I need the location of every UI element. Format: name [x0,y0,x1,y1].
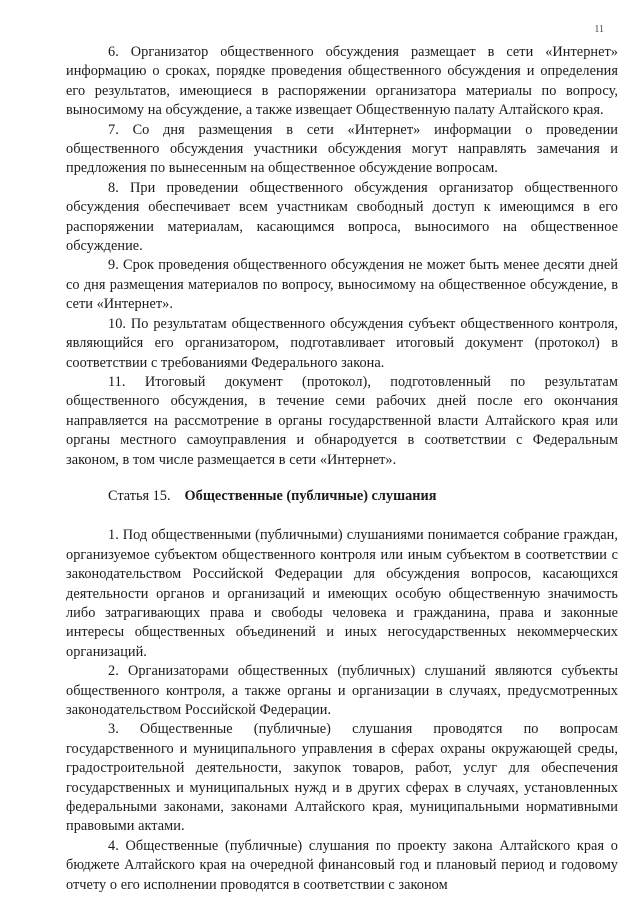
paragraph-11: 11. Итоговый документ (протокол), подготовленный по результатам общественного обсуждения, в течение семи рабочих дней после его окончания направляется на рассмотрение в органы государственной власти Алтайского края или органы местного самоуправления и обнародуется в соответствии с Федеральным законом, в том числе размещается в сети «Интернет». [66,373,618,468]
paragraph-10: 10. По результатам общественного обсуждения субъект общественного контроля, являющийся его организатором, подготавливает итоговый документ (протокол) в соответствии с требованиями Федерального закона. [66,315,618,371]
article-number: Статья 15. [108,487,171,504]
article-paragraph-2: 2. Организаторами общественных (публичных) слушаний являются субъекты общественного контроля, а также органы и организации в случаях, предусмотренных законодательством Российской Федерации. [66,663,618,718]
paragraph-9: 9. Срок проведения общественного обсуждения не может быть менее десяти дней со дня размещения материалов по вопросу, выносимому на общественное обсуждение, в сети «Интернет». [66,257,618,313]
article-paragraph-4: 4. Общественные (публичные) слушания по проекту закона Алтайского края о бюджете Алтайского края на очередной финансовый год и плановый период и годовому отчету о его исполнении проводятся в соответствии с законом [66,837,618,893]
page-number: 11 [594,24,604,35]
paragraph-6: 6. Организатор общественного обсуждения размещает в сети «Интернет» информацию о сроках, порядке проведения общественного обсуждения и определения его результатов, имеющиеся в распоряжении организатора материалы по вопросу, выносимому на обсуждение, а также извещает Общественную палату Алтайского края. [66,44,618,119]
paragraph-8: 8. При проведении общественного обсуждения организатор общественного обсуждения обеспечивает всем участникам свободный доступ к имеющимся в его распоряжении материалам, касающимся вопроса, выносимого на общественное обсуждение. [66,179,618,255]
article-paragraph-1: 1. Под общественными (публичными) слушаниями понимается собрание граждан, организуемое субъектом общественного контроля или иным субъектом в соответствии с законодательством Российской Федерации для обсуждения вопросов, касающихся деятельности органов и организаций и имеющих особую общественную значимость либо затрагивающих права и свободы человека и гражданина, права и законные интересы общественных объединений и иных негосударственных некоммерческих организаций. [66,527,618,660]
paragraph-7: 7. Со дня размещения в сети «Интернет» информации о проведении общественного обсуждения участники обсуждения могут направлять замечания и предложения по вынесенным на общественное обсуждение вопросам. [66,121,618,177]
article-paragraph-3: 3. Общественные (публичные) слушания проводятся по вопросам государственного и муниципального управления в сферах охраны окружающей среды, градостроительной деятельности, закупок товаров, работ, услуг для обеспечения государственных и муниципальных нужд и в других сферах в случаях, установленных федеральными законами, законами Алтайского края, муниципальными нормативными правовыми актами. [66,721,618,835]
article-heading [66,487,618,506]
article-title: Общественные (публичные) слушания [184,487,437,504]
document-body [66,43,618,895]
